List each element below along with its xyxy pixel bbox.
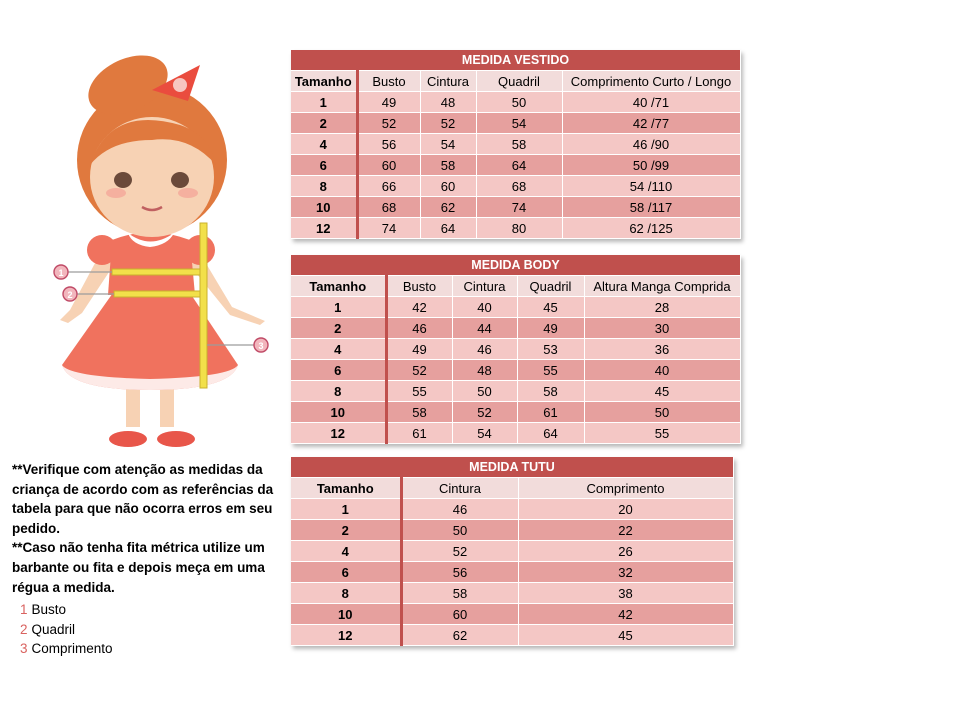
- measure-cell: 52: [386, 360, 452, 381]
- table-row: [291, 155, 740, 176]
- table-row: [291, 360, 740, 381]
- measure-cell: 46 /90: [562, 134, 740, 155]
- measure-cell: 40: [452, 297, 517, 318]
- table-row: [291, 318, 740, 339]
- measure-cell: 74: [476, 197, 562, 218]
- column-header: Tamanho: [291, 71, 357, 92]
- measure-cell: 56: [357, 134, 420, 155]
- measure-cell: 62: [420, 197, 476, 218]
- measure-cell: 68: [476, 176, 562, 197]
- table-row: [291, 339, 740, 360]
- measure-cell: 55: [386, 381, 452, 402]
- size-cell: 6: [291, 360, 386, 381]
- size-cell: 12: [291, 625, 401, 646]
- table-row: [291, 520, 733, 541]
- size-cell: 10: [291, 604, 401, 625]
- table-row: [291, 197, 740, 218]
- tape-bust: [112, 269, 200, 275]
- measure-cell: 64: [476, 155, 562, 176]
- measure-cell: 42: [518, 604, 733, 625]
- legend: [20, 600, 113, 659]
- size-cell: 10: [291, 402, 386, 423]
- size-cell: 1: [291, 92, 357, 113]
- size-cell: 8: [291, 176, 357, 197]
- measure-cell: 68: [357, 197, 420, 218]
- measure-cell: 30: [584, 318, 740, 339]
- measure-cell: 42 /77: [562, 113, 740, 134]
- measure-cell: 60: [357, 155, 420, 176]
- table-title: MEDIDA BODY: [291, 255, 740, 276]
- column-header: Cintura: [401, 478, 518, 499]
- table-title: MEDIDA VESTIDO: [291, 50, 740, 71]
- measure-cell: 20: [518, 499, 733, 520]
- measure-cell: 80: [476, 218, 562, 239]
- measure-cell: 53: [517, 339, 584, 360]
- measure-cell: 58: [476, 134, 562, 155]
- measure-cell: 64: [517, 423, 584, 444]
- measure-cell: 44: [452, 318, 517, 339]
- measure-cell: 58: [386, 402, 452, 423]
- measure-cell: 22: [518, 520, 733, 541]
- measure-cell: 54: [420, 134, 476, 155]
- measure-cell: 46: [452, 339, 517, 360]
- measure-cell: 49: [386, 339, 452, 360]
- table-row: [291, 92, 740, 113]
- column-header: Comprimento: [518, 478, 733, 499]
- measure-cell: 46: [401, 499, 518, 520]
- measure-cell: 50 /99: [562, 155, 740, 176]
- column-header: Quadril: [476, 71, 562, 92]
- size-cell: 10: [291, 197, 357, 218]
- measure-cell: 55: [517, 360, 584, 381]
- measure-cell: 58: [401, 583, 518, 604]
- measure-cell: 49: [517, 318, 584, 339]
- measure-cell: 58 /117: [562, 197, 740, 218]
- measure-cell: 60: [420, 176, 476, 197]
- column-header: Cintura: [420, 71, 476, 92]
- measure-cell: 40 /71: [562, 92, 740, 113]
- measure-cell: 48: [420, 92, 476, 113]
- size-cell: 8: [291, 583, 401, 604]
- table-row: [291, 423, 740, 444]
- table-row: [291, 625, 733, 646]
- measure-cell: 58: [420, 155, 476, 176]
- measure-cell: 62 /125: [562, 218, 740, 239]
- measure-cell: 50: [452, 381, 517, 402]
- size-cell: 2: [291, 318, 386, 339]
- table-row: [291, 604, 733, 625]
- table-row: [291, 562, 733, 583]
- table-row: [291, 499, 733, 520]
- column-header: Comprimento Curto / Longo: [562, 71, 740, 92]
- table-row: [291, 176, 740, 197]
- measure-cell: 28: [584, 297, 740, 318]
- column-header: Tamanho: [291, 478, 401, 499]
- size-cell: 2: [291, 113, 357, 134]
- measure-cell: 52: [452, 402, 517, 423]
- svg-text:2: 2: [67, 290, 73, 300]
- measure-cell: 64: [420, 218, 476, 239]
- table-row: [291, 218, 740, 239]
- table-row: [291, 297, 740, 318]
- table-vestido: [291, 50, 741, 239]
- marker-1: [54, 265, 68, 279]
- measure-cell: 26: [518, 541, 733, 562]
- size-cell: 12: [291, 423, 386, 444]
- measure-cell: 32: [518, 562, 733, 583]
- measure-cell: 60: [401, 604, 518, 625]
- measure-cell: 49: [357, 92, 420, 113]
- measure-cell: 48: [452, 360, 517, 381]
- measure-cell: 45: [517, 297, 584, 318]
- table-row: [291, 402, 740, 423]
- instructions: [12, 460, 290, 597]
- measure-cell: 50: [476, 92, 562, 113]
- tape-vertical: [200, 223, 207, 388]
- table-row: [291, 113, 740, 134]
- measure-cell: 45: [584, 381, 740, 402]
- measure-cell: 74: [357, 218, 420, 239]
- legend-item-comprimento: 3 Comprimento: [20, 641, 113, 656]
- measure-cell: 61: [517, 402, 584, 423]
- measure-cell: 36: [584, 339, 740, 360]
- legend-item-busto: 1 Busto: [20, 602, 67, 617]
- table-tutu: [291, 457, 734, 646]
- shoe-right: [157, 431, 195, 447]
- column-header: Busto: [386, 276, 452, 297]
- measure-cell: 58: [517, 381, 584, 402]
- column-header: Altura Manga Comprida: [584, 276, 740, 297]
- size-cell: 1: [291, 499, 401, 520]
- table-row: [291, 583, 733, 604]
- measure-cell: 45: [518, 625, 733, 646]
- tape-hip: [114, 291, 200, 297]
- size-cell: 4: [291, 541, 401, 562]
- measure-cell: 62: [401, 625, 518, 646]
- measure-cell: 54: [452, 423, 517, 444]
- marker-2: [63, 287, 77, 301]
- column-header: Busto: [357, 71, 420, 92]
- measure-cell: 55: [584, 423, 740, 444]
- size-cell: 8: [291, 381, 386, 402]
- legend-item-quadril: 2 Quadril: [20, 621, 76, 637]
- column-header: Tamanho: [291, 276, 386, 297]
- measure-cell: 66: [357, 176, 420, 197]
- note-string: **Caso não tenha fita métrica utilize um barbante ou fita e depois meça em uma régua a medida.: [12, 540, 265, 595]
- size-cell: 2: [291, 520, 401, 541]
- measure-cell: 56: [401, 562, 518, 583]
- girl-measurement-icon: [40, 45, 285, 455]
- size-cell: 4: [291, 339, 386, 360]
- size-cell: 6: [291, 155, 357, 176]
- size-cell: 6: [291, 562, 401, 583]
- svg-text:3: 3: [258, 341, 264, 351]
- svg-text:1: 1: [58, 268, 64, 278]
- table-body: [291, 255, 741, 444]
- table-title: MEDIDA TUTU: [291, 457, 733, 478]
- column-header: Cintura: [452, 276, 517, 297]
- size-cell: 1: [291, 297, 386, 318]
- measure-cell: 52: [420, 113, 476, 134]
- table-row: [291, 134, 740, 155]
- measure-cell: 52: [357, 113, 420, 134]
- measure-cell: 46: [386, 318, 452, 339]
- size-cell: 4: [291, 134, 357, 155]
- column-header: Quadril: [517, 276, 584, 297]
- measure-cell: 38: [518, 583, 733, 604]
- measure-cell: 52: [401, 541, 518, 562]
- measure-cell: 40: [584, 360, 740, 381]
- measure-cell: 42: [386, 297, 452, 318]
- measure-cell: 50: [401, 520, 518, 541]
- marker-3: [254, 338, 268, 352]
- sleeve-left: [87, 235, 117, 265]
- size-cell: 12: [291, 218, 357, 239]
- table-row: [291, 381, 740, 402]
- measure-cell: 54 /110: [562, 176, 740, 197]
- measure-cell: 61: [386, 423, 452, 444]
- measure-cell: 50: [584, 402, 740, 423]
- note-verify: **Verifique com atenção as medidas da criança de acordo com as referências da tabela para que não ocorra erros em seu pedido.: [12, 462, 274, 536]
- shoe-left: [109, 431, 147, 447]
- table-row: [291, 541, 733, 562]
- measure-cell: 54: [476, 113, 562, 134]
